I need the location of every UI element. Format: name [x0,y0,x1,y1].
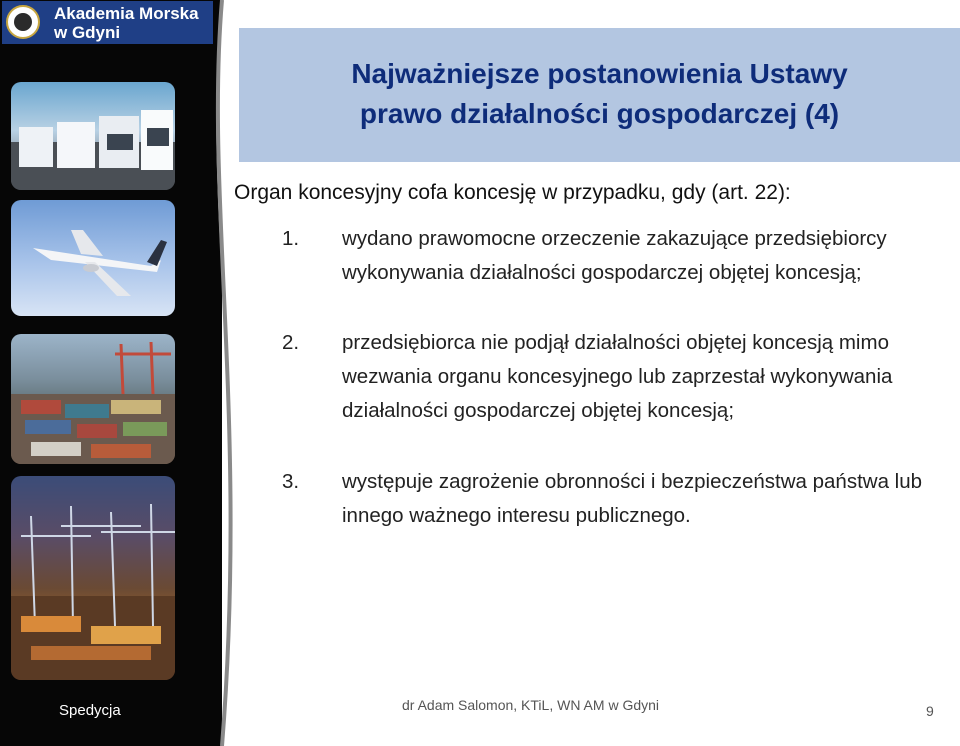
night-port-photo [11,476,175,680]
list-text: przedsiębiorca nie podjął działalności objętej koncesją mimo wezwania organu koncesyjnego lub zaprzestał wykonywania działalności gospodarczej objętej koncesją; [342,331,893,422]
footer-author: dr Adam Salomon, KTiL, WN AM w Gdyni [402,697,660,713]
title-line-2: prawo działalności gospodarczej (4) [359,98,840,129]
seal-icon [6,5,40,39]
lead-text: Organ koncesyjny cofa koncesję w przypadku, gdy (art. 22): [234,181,791,204]
list-number: 3. [282,470,300,493]
footer-course: Spedycja [59,702,121,719]
page-number: 9 [926,703,934,719]
slide-title [239,54,960,134]
trucks-photo [11,82,175,190]
container-yard-photo [11,334,175,464]
title-line-1: Najważniejsze postanowienia Ustawy [351,58,848,89]
institution-logo [2,1,213,44]
slide-title-box [239,28,960,162]
list-number: 2. [282,331,300,354]
airplane-photo [11,200,175,316]
logo-line-1: Akademia Morska [54,4,199,23]
list-number: 1. [282,227,300,250]
logo-line-2: w Gdyni [54,23,121,42]
list-text: występuje zagrożenie obronności i bezpieczeństwa państwa lub innego ważnego interesu publicznego. [342,470,923,527]
logo-text [54,4,199,42]
list-text: wydano prawomocne orzeczenie zakazujące przedsiębiorcy wykonywania działalności gospodarczej objętej koncesją; [342,227,887,284]
